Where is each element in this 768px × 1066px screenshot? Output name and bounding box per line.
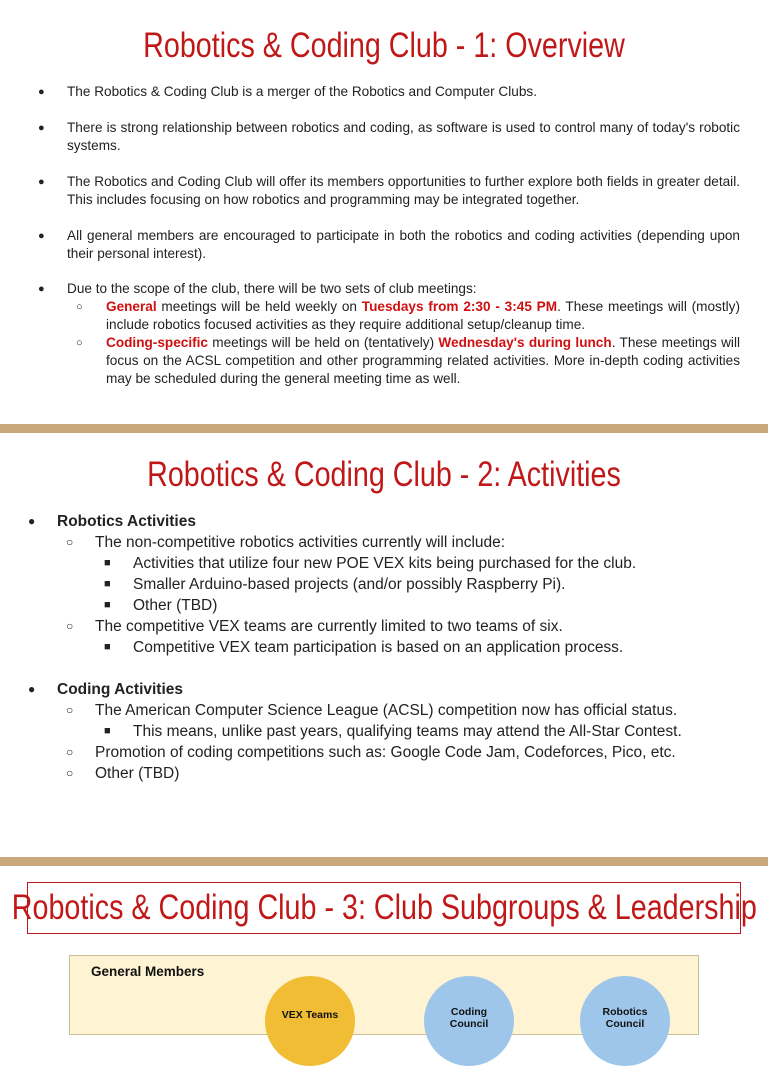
list-item: ■ Other (TBD) xyxy=(104,597,218,614)
bullet-dot-icon: ● xyxy=(28,682,36,696)
bullet-square-icon: ■ xyxy=(104,641,111,653)
list-item: ○ The American Computer Science League (ACSL) competition now has official status. xyxy=(66,702,678,719)
bullet-circle-icon: ○ xyxy=(66,619,74,633)
bullet-circle-icon: ○ xyxy=(66,703,74,717)
bullet-dot-icon: ● xyxy=(38,230,45,242)
slide-separator xyxy=(0,424,768,433)
group-circle-robotics-council: Robotics Council xyxy=(580,976,670,1066)
slide-title-activities: Robotics & Coding Club - 2: Activities xyxy=(147,455,621,494)
meeting-item-coding: ○ Coding-specific meetings will be held on (tentatively) Wednesday's during lunch. These meetings will focus on the ACSL competition and other programming related activities. More in-depth coding activities may be scheduled during the general meeting time as well. xyxy=(76,335,740,386)
bullet-circle-icon: ○ xyxy=(66,745,74,759)
list-item: ○ The competitive VEX teams are currently limited to two teams of six. xyxy=(66,618,563,635)
meeting-item-general: ○ General meetings will be held weekly on Tuesdays from 2:30 - 3:45 PM. These meetings will (mostly) include robotics focused activities as they require additional setup/cleanup time. xyxy=(76,299,740,332)
bullet-square-icon: ■ xyxy=(104,578,111,590)
slide-subgroups xyxy=(0,866,768,1030)
bullet-circle-icon: ○ xyxy=(76,301,83,313)
slide-overview xyxy=(0,0,768,424)
bullet-dot-icon: ● xyxy=(38,176,45,188)
panel-label: General Members xyxy=(91,964,205,979)
bullet-circle-icon: ○ xyxy=(66,535,74,549)
bullet-square-icon: ■ xyxy=(104,725,111,737)
list-item: ● Due to the scope of the club, there will be two sets of club meetings: ○ General meetings will be held weekly on Tuesdays from 2:30 - 3:45 PM. These meetings will (mostly) include robotics focused activities as they require additional setup/cleanup time. ○ Coding-specific meetings will be held on (tentatively) Wednesday's during lunch. These meetings will focus on the ACSL competition and other programming related activities. More in-depth coding activities may be scheduled during the general meeting time as well. xyxy=(38,281,740,386)
list-item: ■ Competitive VEX team participation is based on an application process. xyxy=(104,639,624,656)
bullet-dot-icon: ● xyxy=(38,283,45,295)
slide-activities xyxy=(0,433,768,857)
list-item: ● All general members are encouraged to participate in both the robotics and coding activities (depending upon their personal interest). xyxy=(38,228,740,261)
list-item: ● There is strong relationship between robotics and coding, as software is used to control many of today's robotic systems. xyxy=(38,120,740,153)
bullet-dot-icon: ● xyxy=(28,514,36,528)
activities-list xyxy=(0,511,768,784)
list-item: ● The Robotics & Coding Club is a merger of the Robotics and Computer Clubs. xyxy=(38,84,537,99)
slide-title-subgroups: Robotics & Coding Club - 3: Club Subgroups & Leadership xyxy=(11,888,757,927)
group-circle-vex-teams: VEX Teams xyxy=(265,976,355,1066)
list-item: ○ The non-competitive robotics activities currently will include: xyxy=(66,534,506,551)
list-item xyxy=(0,679,768,700)
bullet-dot-icon: ● xyxy=(38,86,45,98)
list-item: ○ Other (TBD) xyxy=(66,765,180,782)
list-item: ■ Smaller Arduino-based projects (and/or possibly Raspberry Pi). xyxy=(104,576,566,593)
list-item xyxy=(0,511,768,532)
title-frame xyxy=(11,882,757,934)
overview-bullet-list xyxy=(36,83,740,388)
group-circle-coding-council: Coding Council xyxy=(424,976,514,1066)
bullet-circle-icon: ○ xyxy=(76,337,83,349)
bullet-circle-icon: ○ xyxy=(66,766,74,780)
section-heading-robotics: Robotics Activities xyxy=(57,513,196,530)
section-heading-coding: Coding Activities xyxy=(57,681,184,698)
general-members-panel xyxy=(69,955,699,1035)
list-item: ○ Promotion of coding competitions such as: Google Code Jam, Codeforces, Pico, etc. xyxy=(66,744,676,761)
slide-title-overview: Robotics & Coding Club - 1: Overview xyxy=(143,26,625,65)
list-item: ● The Robotics and Coding Club will offer its members opportunities to further explore both fields in greater detail. This includes focusing on how robotics and programming may be integrated together. xyxy=(38,174,740,207)
bullet-square-icon: ■ xyxy=(104,557,111,569)
list-item: ■ This means, unlike past years, qualifying teams may attend the All-Star Contest. xyxy=(104,723,682,740)
slide-separator xyxy=(0,857,768,866)
bullet-dot-icon: ● xyxy=(38,122,45,134)
bullet-square-icon: ■ xyxy=(104,599,111,611)
list-item: ■ Activities that utilize four new POE VEX kits being purchased for the club. xyxy=(104,555,637,572)
